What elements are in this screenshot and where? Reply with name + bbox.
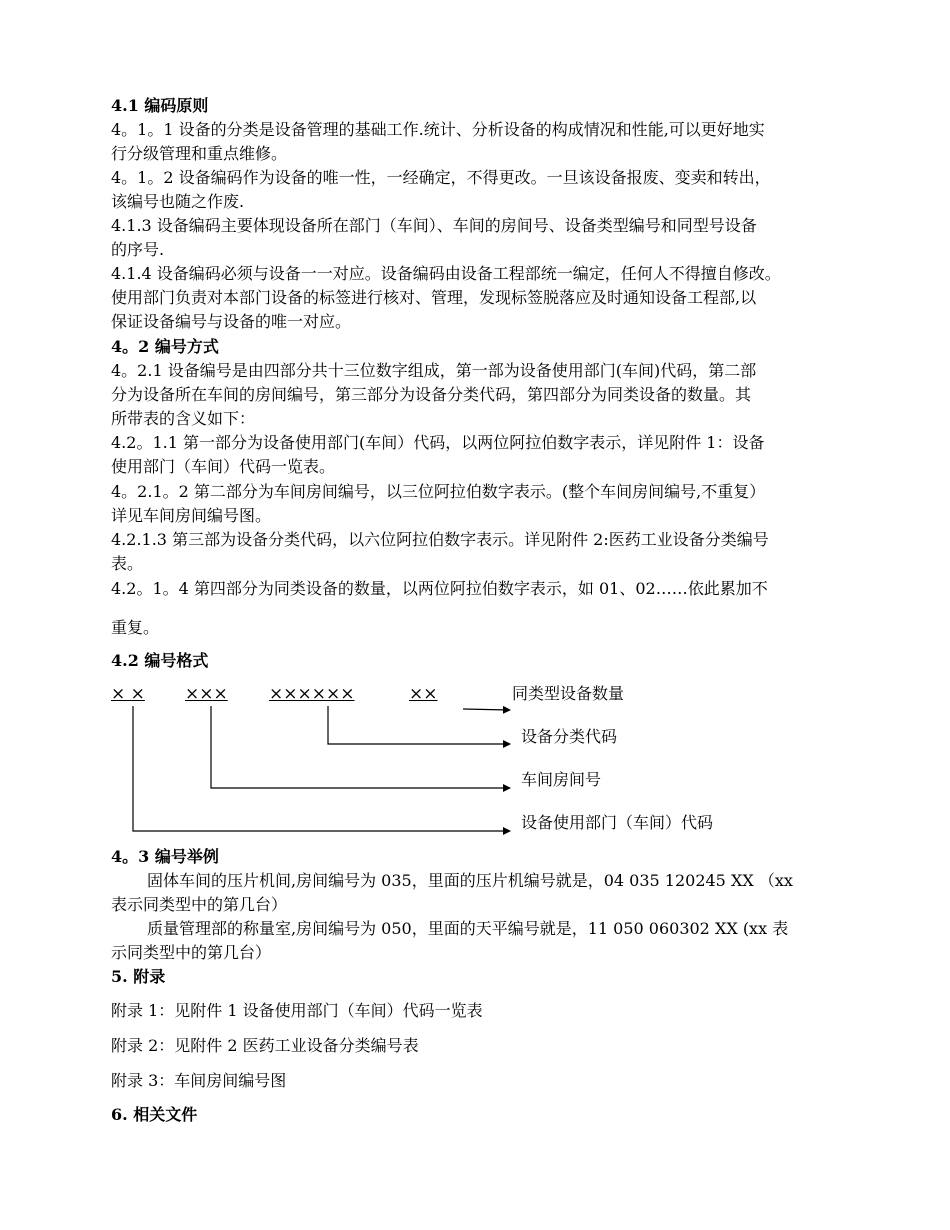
appendix-item-1: 附录 1：见附件 1 设备使用部门（车间）代码一览表 bbox=[111, 1001, 483, 1020]
appendix-item-2: 附录 2：见附件 2 医药工业设备分类编号表 bbox=[111, 1036, 419, 1055]
paragraph-line: 所带表的含义如下： bbox=[111, 409, 256, 428]
example-line: 质量管理部的称量室,房间编号为 050，里面的天平编号就是，11 050 060302 XX (xx 表 bbox=[147, 919, 789, 938]
paragraph-line: 重复。 bbox=[111, 618, 160, 637]
paragraph-line: 4。2.1 设备编号是由四部分共十三位数字组成，第一部为设备使用部门(车间)代码，第二部 bbox=[111, 361, 757, 380]
heading-4-1: 4.1 编码原则 bbox=[111, 96, 209, 115]
code-part-room: ××× bbox=[185, 684, 228, 704]
connector-room bbox=[211, 706, 510, 788]
heading-5-appendix: 5. 附录 bbox=[111, 967, 166, 986]
paragraph-line: 分为设备所在车间的房间编号，第三部分为设备分类代码，第四部分为同类设备的数量。其 bbox=[111, 385, 752, 404]
label-room: 车间房间号 bbox=[521, 770, 602, 789]
paragraph-line: 使用部门（车间）代码一览表。 bbox=[111, 457, 336, 476]
paragraph-line: 4.1.4 设备编码必须与设备一一对应。设备编码由设备工程部统一编定，任何人不得擅自修改。 bbox=[111, 264, 781, 283]
arrow-quantity bbox=[463, 709, 510, 710]
paragraph-line: 表。 bbox=[111, 554, 144, 573]
appendix-item-3: 附录 3：车间房间编号图 bbox=[111, 1071, 287, 1090]
paragraph-line: 4.1.3 设备编码主要体现设备所在部门（车间）、车间的房间号、设备类型编号和同型号设备 bbox=[111, 216, 757, 235]
code-part-department: × × bbox=[111, 684, 145, 704]
label-department: 设备使用部门（车间）代码 bbox=[521, 813, 714, 832]
paragraph-line: 的序号. bbox=[111, 240, 165, 259]
label-category: 设备分类代码 bbox=[521, 727, 618, 746]
example-line: 表示同类型中的第几台） bbox=[111, 895, 288, 914]
paragraph-line: 4.2。1。4 第四部分为同类设备的数量，以两位阿拉伯数字表示，如 01、02……依此累加不 bbox=[111, 579, 768, 598]
example-line: 固体车间的压片机间,房间编号为 035，里面的压片机编号就是，04 035 120245 XX （xx bbox=[147, 871, 793, 890]
paragraph-line: 4.2.1.3 第三部为设备分类代码，以六位阿拉伯数字表示。详见附件 2:医药工业设备分类编号 bbox=[111, 530, 769, 549]
paragraph-line: 4。2.1。2 第二部分为车间房间编号，以三位阿拉伯数字表示。(整个车间房间编号,不重复） bbox=[111, 482, 766, 501]
paragraph-line: 4.2。1.1 第一部分为设备使用部门(车间）代码，以两位阿拉伯数字表示，详见附件 1：设备 bbox=[111, 433, 765, 452]
paragraph-line: 使用部门负责对本部门设备的标签进行核对、管理，发现标签脱落应及时通知设备工程部,以 bbox=[111, 288, 757, 307]
paragraph-line: 4。1。1 设备的分类是设备管理的基础工作.统计、分析设备的构成情况和性能,可以更好地实 bbox=[111, 120, 765, 139]
paragraph-line: 该编号也随之作废. bbox=[111, 192, 245, 211]
paragraph-line: 行分级管理和重点维修。 bbox=[111, 144, 288, 163]
example-line: 示同类型中的第几台） bbox=[111, 943, 272, 962]
code-part-category: ×××××× bbox=[269, 684, 355, 704]
heading-4-3: 4。3 编号举例 bbox=[111, 847, 219, 866]
connector-category bbox=[328, 706, 510, 744]
label-quantity: 同类型设备数量 bbox=[512, 684, 625, 703]
connector-department bbox=[133, 706, 510, 831]
paragraph-line: 4。1。2 设备编码作为设备的唯一性，一经确定，不得更改。一旦该设备报废、变卖和转出， bbox=[111, 168, 771, 187]
heading-4-2-format: 4.2 编号格式 bbox=[111, 651, 209, 670]
code-part-quantity: ×× bbox=[409, 684, 438, 704]
heading-6-related: 6. 相关文件 bbox=[111, 1105, 198, 1124]
heading-4-2-method: 4。2 编号方式 bbox=[111, 337, 219, 356]
paragraph-line: 详见车间房间编号图。 bbox=[111, 506, 272, 525]
paragraph-line: 保证设备编号与设备的唯一对应。 bbox=[111, 312, 352, 331]
